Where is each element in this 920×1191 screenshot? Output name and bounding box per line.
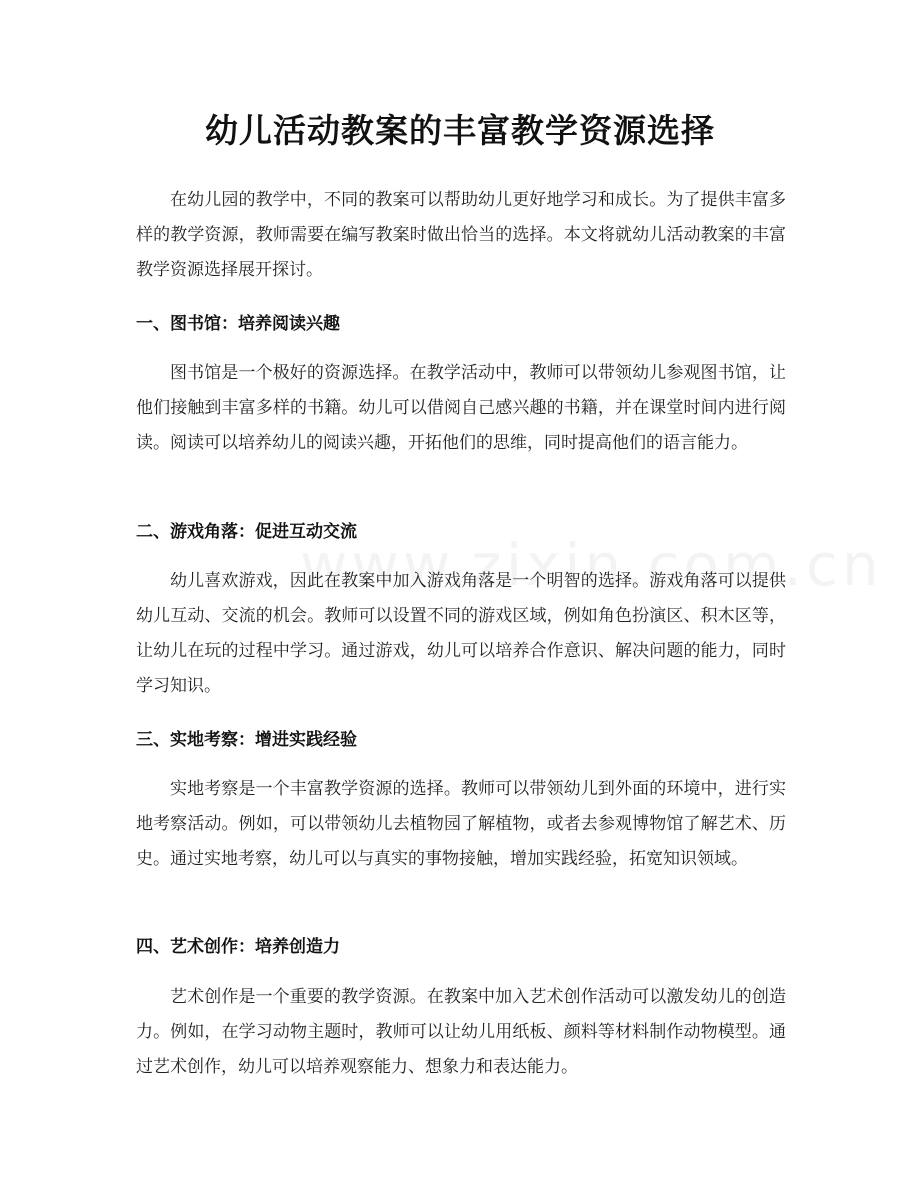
intro-paragraph: 在幼儿园的教学中，不同的教案可以帮助幼儿更好地学习和成长。为了提供丰富多样的教学资源，教师需要在编写教案时做出恰当的选择。本文将就幼儿活动教案的丰富教学资源选择展开探讨。: [136, 190, 786, 280]
section-4-heading: 四、艺术创作：培养创造力: [136, 937, 340, 957]
section-1-heading: 一、图书馆：培养阅读兴趣: [136, 314, 340, 334]
section-3-heading: 三、实地考察：增进实践经验: [136, 730, 357, 750]
section-2-body: 幼儿喜欢游戏，因此在教案中加入游戏角落是一个明智的选择。游戏角落可以提供幼儿互动、交流的机会。教师可以设置不同的游戏区域，例如角色扮演区、积木区等，让幼儿在玩的过程中学习。通过游戏，幼儿可以培养合作意识、解决问题的能力，同时学习知识。: [136, 571, 786, 696]
section-1-body: 图书馆是一个极好的资源选择。在教学活动中，教师可以带领幼儿参观图书馆，让他们接触到丰富多样的书籍。幼儿可以借阅自己感兴趣的书籍，并在课堂时间内进行阅读。阅读可以培养幼儿的阅读兴趣，开拓他们的思维，同时提高他们的语言能力。: [136, 363, 786, 453]
section-3-body: 实地考察是一个丰富教学资源的选择。教师可以带领幼儿到外面的环境中，进行实地考察活动。例如，可以带领幼儿去植物园了解植物，或者去参观博物馆了解艺术、历史。通过实地考察，幼儿可以与真实的事物接触，增加实践经验，拓宽知识领域。: [136, 779, 786, 869]
document-title: 幼儿活动教案的丰富教学资源选择: [205, 111, 715, 150]
section-4-body: 艺术创作是一个重要的教学资源。在教案中加入艺术创作活动可以激发幼儿的创造力。例如，在学习动物主题时，教师可以让幼儿用纸板、颜料等材料制作动物模型。通过艺术创作，幼儿可以培养观察能力、想象力和表达能力。: [136, 987, 786, 1077]
section-2-heading: 二、游戏角落：促进互动交流: [136, 522, 357, 542]
